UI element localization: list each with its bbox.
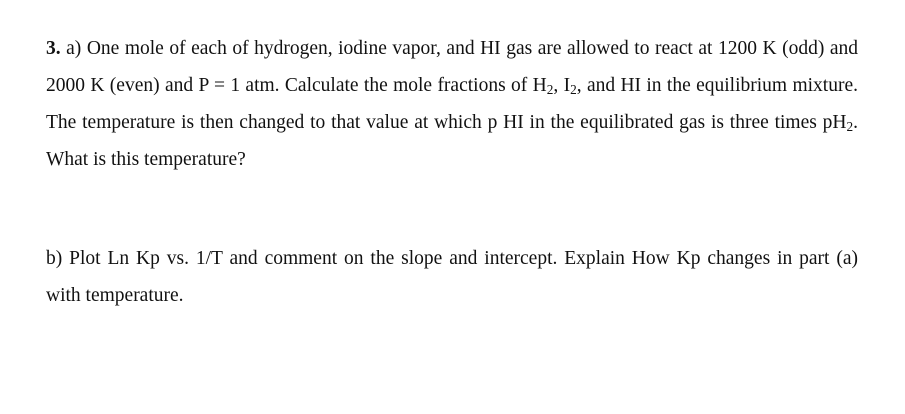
part-b-text: b) Plot Ln Kp vs. 1/T and comment on the slope and intercept. Explain How Kp changes in part (a) with temperature. <box>46 248 858 306</box>
problem-text <box>46 30 858 314</box>
question-part-a <box>46 30 858 178</box>
i2-subscript: 2 <box>570 81 577 97</box>
part-a-text: a) One mole of each of hydrogen, iodine vapor, and HI gas are allowed to react at 1200 K (odd) and 2000 K (even) and P = 1 atm. Calculate the mole fractions of H <box>46 38 858 96</box>
ph2-subscript: 2 <box>846 118 854 134</box>
question-number: 3. <box>46 38 61 59</box>
part-a-text-continued-2: , and HI in the equilibrium mixture. The temperature is then changed to that value at which p HI in the equilibrated gas is three times pH <box>46 75 858 133</box>
h2-subscript: 2 <box>546 81 554 97</box>
part-a-text-end: . What is this temperature? <box>46 112 858 170</box>
part-a-text-continued: , I <box>553 75 571 96</box>
question-part-b <box>46 240 858 314</box>
